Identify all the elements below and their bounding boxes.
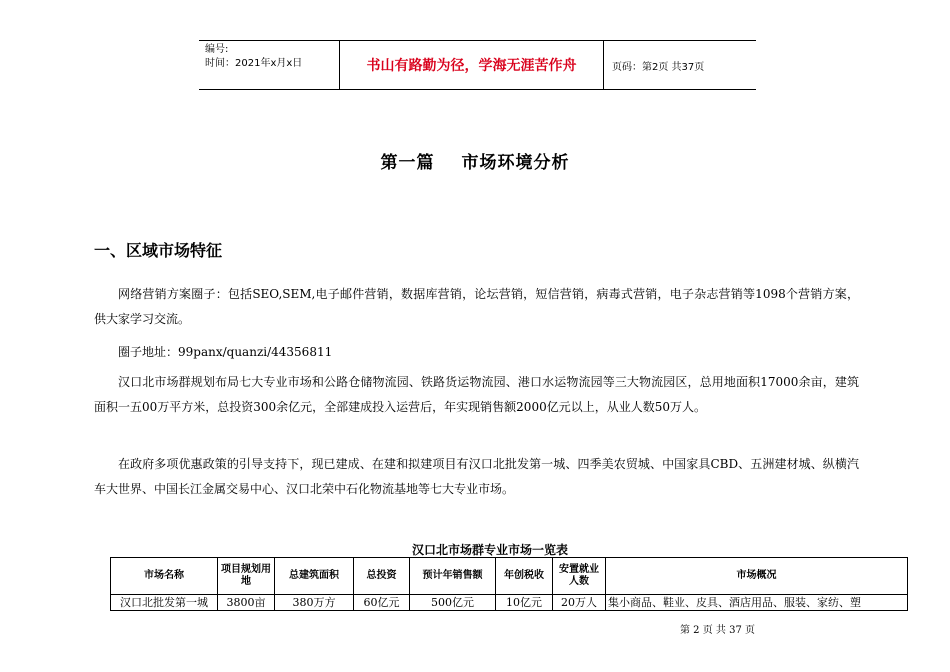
col-floor-area: 总建筑面积: [275, 558, 354, 595]
col-market-name: 市场名称: [111, 558, 218, 595]
col-planned-land: 项目规划用地: [218, 558, 275, 595]
cell-annual-tax: 10亿元: [496, 595, 553, 611]
paragraph-circle-address: 圈子地址：99panx/quanzi/44356811: [118, 345, 333, 359]
cell-investment: 60亿元: [354, 595, 410, 611]
col-overview: 市场概况: [606, 558, 908, 595]
page-header: [199, 40, 756, 90]
section-title: 一、区域市场特征: [94, 241, 223, 260]
cell-market-name: 汉口北批发第一城: [111, 595, 218, 611]
col-annual-sales: 预计年销售额: [410, 558, 496, 595]
cell-planned-land: 3800亩: [218, 595, 275, 611]
market-overview-table: [110, 557, 908, 611]
cell-floor-area: 380万方: [275, 595, 354, 611]
header-page-code: 页码：第2页 共37页: [612, 61, 705, 73]
paragraph-marketing-circle: 网络营销方案圈子：包括SEO,SEM,电子邮件营销，数据库营销，论坛营销，短信营销，病毒式营销，电子杂志营销等1098个营销方案，供大家学习交流。: [94, 287, 859, 326]
header-motto: 书山有路勤为径，学海无涯苦作舟: [339, 41, 604, 89]
cell-employment: 20万人: [553, 595, 606, 611]
cell-overview: 集小商品、鞋业、皮具、酒店用品、服装、家纺、塑: [606, 595, 908, 611]
chapter-title: 第一篇 市场环境分析: [380, 153, 570, 173]
cell-annual-sales: 500亿元: [410, 595, 496, 611]
page-footer: 第 2 页 共 37 页: [680, 625, 755, 636]
col-annual-tax: 年创税收: [496, 558, 553, 595]
paragraph-policy-projects: 在政府多项优惠政策的引导支持下，现已建成、在建和拟建项目有汉口北批发第一城、四季美农贸城、中国家具CBD、五洲建材城、纵横汽车大世界、中国长江金属交易中心、汉口北荣中石化物流基地等七大专业市场。: [94, 457, 859, 496]
paragraph-market-layout: 汉口北市场群规划布局七大专业市场和公路仓储物流园、铁路货运物流园、港口水运物流园等三大物流园区，总用地面积17000余亩，建筑面积一五00万平方米，总投资300余亿元，全部建成投入运营后，年实现销售额2000亿元以上，从业人数50万人。: [94, 375, 859, 414]
table-row: [111, 595, 908, 611]
col-employment: 安置就业人数: [553, 558, 606, 595]
document-number-label: 编号:: [205, 44, 229, 55]
table-caption: 汉口北市场群专业市场一览表: [411, 543, 568, 557]
header-meta: [199, 41, 339, 89]
table-header-row: [111, 558, 908, 595]
document-time: 时间：2021年x月x日: [205, 58, 303, 69]
col-investment: 总投资: [354, 558, 410, 595]
